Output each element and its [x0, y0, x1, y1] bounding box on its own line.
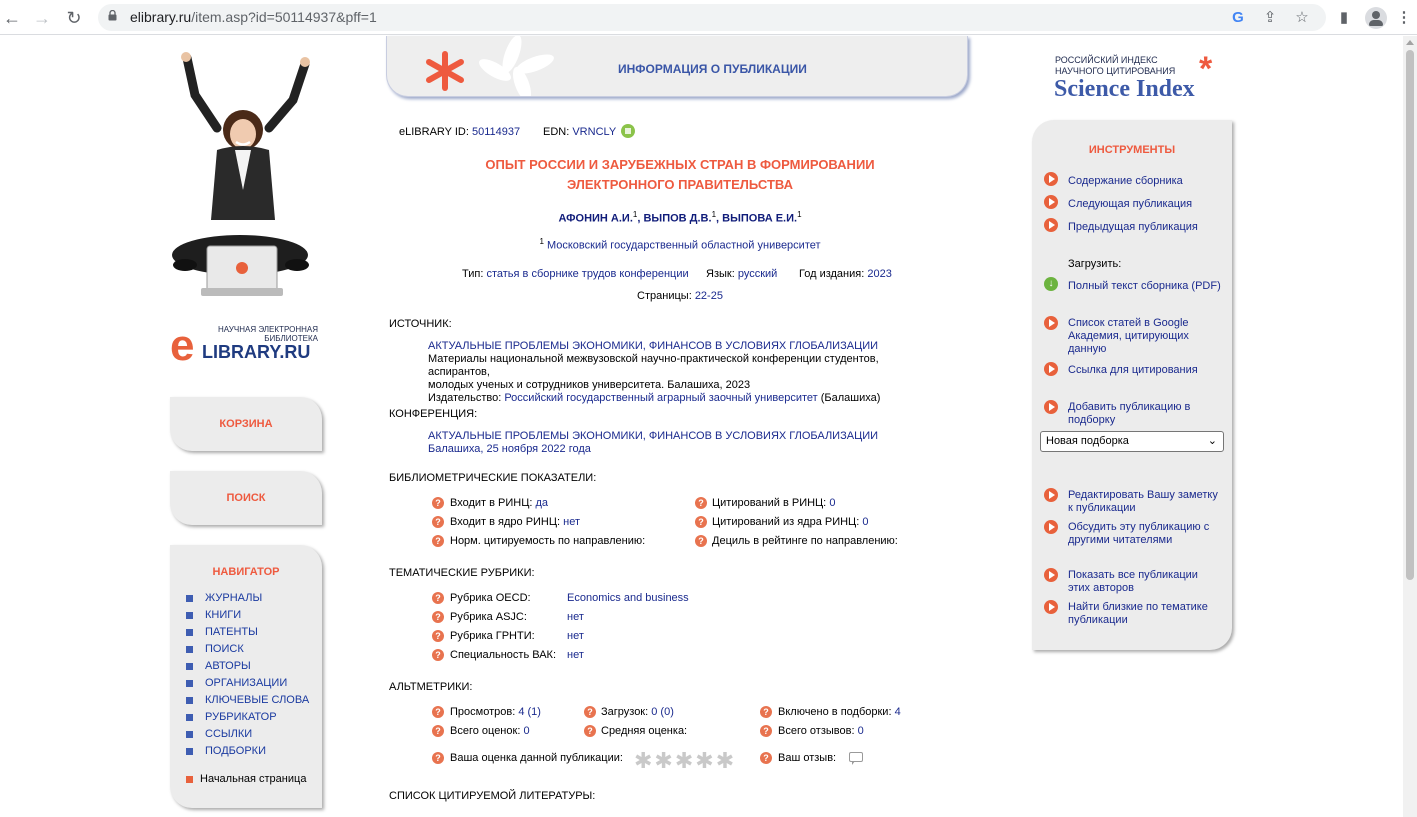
rubric-vak-value: нет: [567, 649, 584, 661]
rubric-grnti-label: Рубрика ГРНТИ:: [450, 630, 535, 642]
square-bullet-icon: [186, 612, 193, 619]
conference-heading: КОНФЕРЕНЦИЯ:: [389, 408, 478, 420]
metric-label: Цитирований в РИНЦ:: [712, 497, 827, 509]
url-text: [130, 9, 377, 25]
year-value: 2023: [867, 268, 892, 280]
metric-value: 0: [829, 497, 836, 509]
navigator-panel: [170, 545, 322, 808]
nav-item-keywords[interactable]: [186, 694, 309, 711]
hero-illustration: [165, 50, 315, 300]
bibliometrics-heading: БИБЛИОМЕТРИЧЕСКИЕ ПОКАЗАТЕЛИ:: [389, 472, 597, 484]
science-index-tagline: РОССИЙСКИЙ ИНДЕКС НАУЧНОГО ЦИТИРОВАНИЯ: [1055, 55, 1176, 76]
source-description: Материалы национальной межвузовской научно-практической конференции студентов, аспирантов,: [428, 353, 879, 378]
download-icon: ↓: [1044, 277, 1058, 291]
author-affil-sup: 1: [632, 210, 638, 219]
navigator-list: [186, 592, 309, 762]
help-question-icon[interactable]: ?: [432, 630, 444, 642]
altmetrics-heading: АЛЬТМЕТРИКИ:: [389, 681, 473, 693]
help-question-icon[interactable]: ?: [760, 725, 772, 737]
metric-value: 0: [862, 516, 869, 528]
pages-value: 22-25: [694, 290, 723, 302]
play-arrow-icon: [1044, 172, 1058, 186]
elibrary-id: [399, 126, 520, 138]
collection-select[interactable]: [1040, 431, 1224, 452]
help-question-icon[interactable]: ?: [695, 516, 707, 528]
your-rating-label: Ваша оценка данной публикации:: [450, 752, 623, 764]
metric-norm-citation: Норм. цитируемость по направлению:: [450, 535, 646, 547]
elibrary-id-value: 50114937: [471, 126, 521, 138]
authors-list: АФОНИН А.И.$^1$, ВЫПОВ Д.В.$^1$, ВЫПОВА Е.И.$^1$: [558, 210, 802, 225]
url-host: elibrary.ru: [130, 9, 192, 25]
tool-show-all-link[interactable]: Показать все публикации этих авторов: [1068, 569, 1198, 594]
type-value: статья в сборнике трудов конференции: [486, 268, 689, 280]
metric-label: Всего оценок:: [450, 725, 521, 737]
square-bullet-icon: [186, 748, 193, 755]
profile-avatar-icon[interactable]: [1365, 7, 1387, 29]
play-arrow-icon: [1044, 316, 1058, 330]
nav-item-label: КНИГИ: [205, 609, 242, 621]
metric-value: 4: [894, 706, 901, 718]
metric-rinc: [450, 497, 548, 509]
publication-title-line2: ЭЛЕКТРОННОГО ПРАВИТЕЛЬСТВА: [566, 177, 794, 192]
rubric-asjc-label: Рубрика ASJC:: [450, 611, 527, 623]
info-banner: [386, 36, 968, 97]
search-button[interactable]: [170, 471, 322, 525]
publisher-label: Издательство:: [428, 392, 502, 404]
lock-icon: [108, 10, 117, 21]
metric-value: нет: [563, 516, 581, 528]
nav-item-label: ПОИСК: [205, 643, 244, 655]
type-field: [462, 268, 689, 280]
source-block: [428, 340, 938, 405]
square-bullet-icon: [186, 731, 193, 738]
year-label: Год издания:: [799, 268, 865, 280]
metric-value: 4 (1): [518, 706, 541, 718]
affiliation-link[interactable]: Московский государственный областной университет: [546, 239, 821, 252]
logo-letter: e: [170, 321, 195, 370]
rating-stars-icon[interactable]: ✱✱✱✱✱: [634, 748, 737, 773]
address-bar[interactable]: [98, 4, 1326, 31]
publication-title-line1: ОПЫТ РОССИИ И ЗАРУБЕЖНЫХ СТРАН В ФОРМИРОВАНИИ: [485, 157, 875, 172]
publisher-city: (Балашиха): [820, 392, 881, 404]
nav-item-label: ПАТЕНТЫ: [205, 626, 258, 638]
help-question-icon[interactable]: ?: [584, 706, 596, 718]
conference-title-link[interactable]: АКТУАЛЬНЫЕ ПРОБЛЕМЫ ЭКОНОМИКИ, ФИНАНСОВ В УСЛОВИЯХ ГЛОБАЛИЗАЦИИ: [428, 430, 879, 442]
metric-downloads: [601, 706, 674, 718]
page-scrollbar[interactable]: [1403, 36, 1417, 817]
pages-field: [430, 290, 930, 302]
nav-item-label: ССЫЛКИ: [205, 728, 253, 740]
metric-label: Входит в РИНЦ:: [450, 497, 533, 509]
tools-panel: [1032, 120, 1232, 650]
metric-reviews: [778, 725, 864, 737]
affiliation-sup: 1: [539, 237, 544, 246]
home-page-link[interactable]: [186, 773, 306, 785]
elibrary-id-label: eLIBRARY ID:: [399, 126, 469, 138]
collection-select-value: Новая подборка: [1046, 435, 1129, 447]
tool-google-scholar-link[interactable]: Список статей в Google Академия, цитирующих данную: [1068, 317, 1189, 355]
chevron-down-icon: ⌄: [1207, 435, 1217, 447]
help-question-icon[interactable]: ?: [432, 497, 444, 509]
tool-fulltext-link[interactable]: Полный текст сборника (PDF): [1068, 280, 1221, 292]
science-index-logo[interactable]: Science Index: [1054, 76, 1195, 102]
author-link[interactable]: АФОНИН А.И.: [558, 212, 633, 225]
play-arrow-icon: [1044, 362, 1058, 376]
tool-contents-link[interactable]: Содержание сборника: [1068, 175, 1183, 187]
download-label: Загрузить:: [1068, 258, 1122, 270]
help-question-icon[interactable]: ?: [432, 752, 444, 764]
metric-label: Загрузок:: [601, 706, 649, 718]
help-question-icon[interactable]: ?: [432, 706, 444, 718]
nav-item-label: ПОДБОРКИ: [205, 745, 266, 757]
nav-item-label: ЖУРНАЛЫ: [205, 592, 263, 604]
help-question-icon[interactable]: ?: [432, 649, 444, 661]
menu-kebab-icon[interactable]: ⋮: [1396, 9, 1412, 26]
author-affil-sup: 1: [711, 210, 717, 219]
nav-item-authors[interactable]: [186, 660, 309, 677]
forward-arrow-icon[interactable]: →: [33, 8, 51, 28]
metric-average-rating: Средняя оценка:: [601, 725, 688, 737]
search-label: ПОИСК: [226, 492, 266, 504]
tool-prev-link[interactable]: Предыдущая публикация: [1068, 221, 1198, 233]
help-question-icon[interactable]: ?: [432, 592, 444, 604]
metric-decile: Дециль в рейтинге по направлению:: [712, 535, 898, 547]
edn-label: EDN:: [543, 126, 570, 138]
play-arrow-icon: [1044, 488, 1058, 502]
publication-title: [430, 155, 930, 195]
metric-label: Включено в подборки:: [778, 706, 892, 718]
nav-item-label: АВТОРЫ: [205, 660, 251, 672]
rubric-oecd-label: Рубрика OECD:: [450, 592, 531, 604]
scroll-thumb[interactable]: [1406, 50, 1414, 580]
type-label: Тип:: [462, 268, 484, 280]
play-arrow-icon: [1044, 568, 1058, 582]
bookmark-star-icon[interactable]: ☆: [1295, 9, 1309, 26]
help-question-icon[interactable]: ?: [760, 752, 772, 764]
square-bullet-icon: [186, 776, 193, 783]
play-arrow-icon: [1044, 400, 1058, 414]
nav-item-organizations[interactable]: [186, 677, 309, 694]
square-bullet-icon: [186, 697, 193, 704]
pages-label: Страницы:: [637, 290, 692, 302]
square-bullet-icon: [186, 714, 193, 721]
metric-views: [450, 706, 541, 718]
share-icon[interactable]: ⇪: [1263, 9, 1277, 26]
source-title-link[interactable]: АКТУАЛЬНЫЕ ПРОБЛЕМЫ ЭКОНОМИКИ, ФИНАНСОВ В УСЛОВИЯХ ГЛОБАЛИЗАЦИИ: [428, 340, 879, 352]
metric-label: Всего отзывов:: [778, 725, 855, 737]
flower-decoration-icon: [417, 36, 567, 97]
help-question-icon[interactable]: ?: [432, 516, 444, 528]
rubric-oecd-value[interactable]: Economics and business: [567, 592, 689, 604]
tool-cite-link[interactable]: Ссылка для цитирования: [1068, 364, 1198, 376]
logo-name: LIBRARY.RU: [202, 342, 311, 362]
nav-item-rubricator[interactable]: [186, 711, 309, 728]
nav-item-label: ОРГАНИЗАЦИИ: [205, 677, 288, 689]
metric-value: да: [535, 497, 549, 509]
tool-similar-link[interactable]: Найти близкие по тематике публикации: [1068, 601, 1208, 626]
nav-item-search[interactable]: [186, 643, 309, 660]
scroll-up-icon[interactable]: [1406, 40, 1414, 45]
comment-bubble-icon[interactable]: [849, 752, 863, 762]
your-review-label: Ваш отзыв:: [778, 752, 837, 764]
elibrary-logo[interactable]: [170, 321, 320, 370]
navigator-title: НАВИГАТОР: [212, 566, 280, 578]
square-bullet-icon: [186, 646, 193, 653]
tool-next-link[interactable]: Следующая публикация: [1068, 198, 1193, 210]
logo-tagline: НАУЧНАЯ ЭЛЕКТРОННАЯ БИБЛИОТЕКА: [218, 325, 318, 343]
rubric-vak-label: Специальность ВАК:: [450, 649, 557, 661]
references-heading: СПИСОК ЦИТИРУЕМОЙ ЛИТЕРАТУРЫ:: [389, 790, 596, 802]
square-bullet-icon: [186, 680, 193, 687]
cart-button[interactable]: [170, 397, 322, 451]
metric-label: Цитирований из ядра РИНЦ:: [712, 516, 860, 528]
play-arrow-icon: [1044, 195, 1058, 209]
play-arrow-icon: [1044, 600, 1058, 614]
year-field: [799, 268, 892, 280]
nav-item-label: РУБРИКАТОР: [205, 711, 277, 723]
author-affil-sup: 1: [797, 210, 802, 219]
nav-item-books[interactable]: [186, 609, 309, 626]
help-question-icon[interactable]: ?: [760, 706, 772, 718]
language-field: [706, 268, 777, 280]
metric-value: 0 (0): [651, 706, 674, 718]
cart-label: КОРЗИНА: [219, 418, 273, 430]
square-bullet-icon: [186, 595, 193, 602]
reload-icon[interactable]: ↻: [66, 8, 82, 28]
help-question-icon[interactable]: ?: [432, 725, 444, 737]
help-question-icon[interactable]: ?: [432, 535, 444, 547]
browser-toolbar: [0, 0, 1417, 35]
nav-item-label: КЛЮЧЕВЫЕ СЛОВА: [205, 694, 310, 706]
url-path: /item.asp?id=50114937&pff=1: [191, 9, 377, 25]
help-question-icon[interactable]: ?: [695, 497, 707, 509]
metric-ratings: [450, 725, 530, 737]
edn: [543, 126, 616, 138]
metric-value: 0: [523, 725, 530, 737]
metric-label: Входит в ядро РИНЦ:: [450, 516, 561, 528]
rubric-asjc-value: нет: [567, 611, 584, 623]
play-arrow-icon: [1044, 218, 1058, 232]
square-bullet-icon: [186, 629, 193, 636]
author-link[interactable]: ВЫПОВ Д.В.: [643, 212, 712, 225]
metric-value: 0: [857, 725, 864, 737]
side-panel-icon[interactable]: ▮: [1339, 9, 1349, 26]
help-question-icon[interactable]: ?: [695, 535, 707, 547]
science-index-star-icon: *: [1199, 50, 1213, 88]
nav-item-collections[interactable]: [186, 745, 309, 762]
metric-label: Просмотров:: [450, 706, 516, 718]
nav-item-patents[interactable]: [186, 626, 309, 643]
rubric-grnti-value: нет: [567, 630, 584, 642]
language-value: русский: [737, 268, 778, 280]
language-label: Язык:: [706, 268, 735, 280]
metric-core: [450, 516, 580, 528]
qr-code-icon[interactable]: [621, 124, 635, 138]
back-arrow-icon[interactable]: ←: [3, 8, 21, 28]
tools-title: ИНСТРУМЕНТЫ: [1088, 144, 1176, 156]
play-arrow-icon: [1044, 520, 1058, 534]
google-translate-icon[interactable]: G: [1232, 9, 1244, 26]
conference-block: [428, 430, 938, 456]
tool-add-collection-link[interactable]: Добавить публикацию в подборку: [1068, 401, 1191, 426]
author-link[interactable]: ВЫПОВА Е.И.: [722, 212, 798, 225]
publisher-link[interactable]: Российский государственный аграрный заочный университет: [504, 392, 818, 404]
source-heading: ИСТОЧНИК:: [389, 318, 452, 330]
nav-item-journals[interactable]: [186, 592, 309, 609]
conference-place-date: Балашиха, 25 ноября 2022 года: [428, 443, 591, 455]
metric-collections: [778, 706, 901, 718]
square-bullet-icon: [186, 663, 193, 670]
rubrics-heading: ТЕМАТИЧЕСКИЕ РУБРИКИ:: [389, 567, 535, 579]
tool-edit-note-link[interactable]: Редактировать Вашу заметку к публикации: [1068, 489, 1218, 514]
metric-citations-rinc: [712, 497, 835, 509]
edn-value[interactable]: VRNCLY: [572, 126, 617, 138]
help-question-icon[interactable]: ?: [432, 611, 444, 623]
help-question-icon[interactable]: ?: [584, 725, 596, 737]
home-page-label: Начальная страница: [200, 773, 307, 785]
affiliation: [430, 237, 930, 252]
tool-discuss-link[interactable]: Обсудить эту публикацию с другими читателями: [1068, 521, 1210, 546]
source-description: молодых ученых и сотрудников университета. Балашиха, 2023: [428, 379, 751, 391]
metric-citations-core: [712, 516, 868, 528]
nav-item-links[interactable]: [186, 728, 309, 745]
banner-title: ИНФОРМАЦИЯ О ПУБЛИКАЦИИ: [618, 62, 807, 76]
